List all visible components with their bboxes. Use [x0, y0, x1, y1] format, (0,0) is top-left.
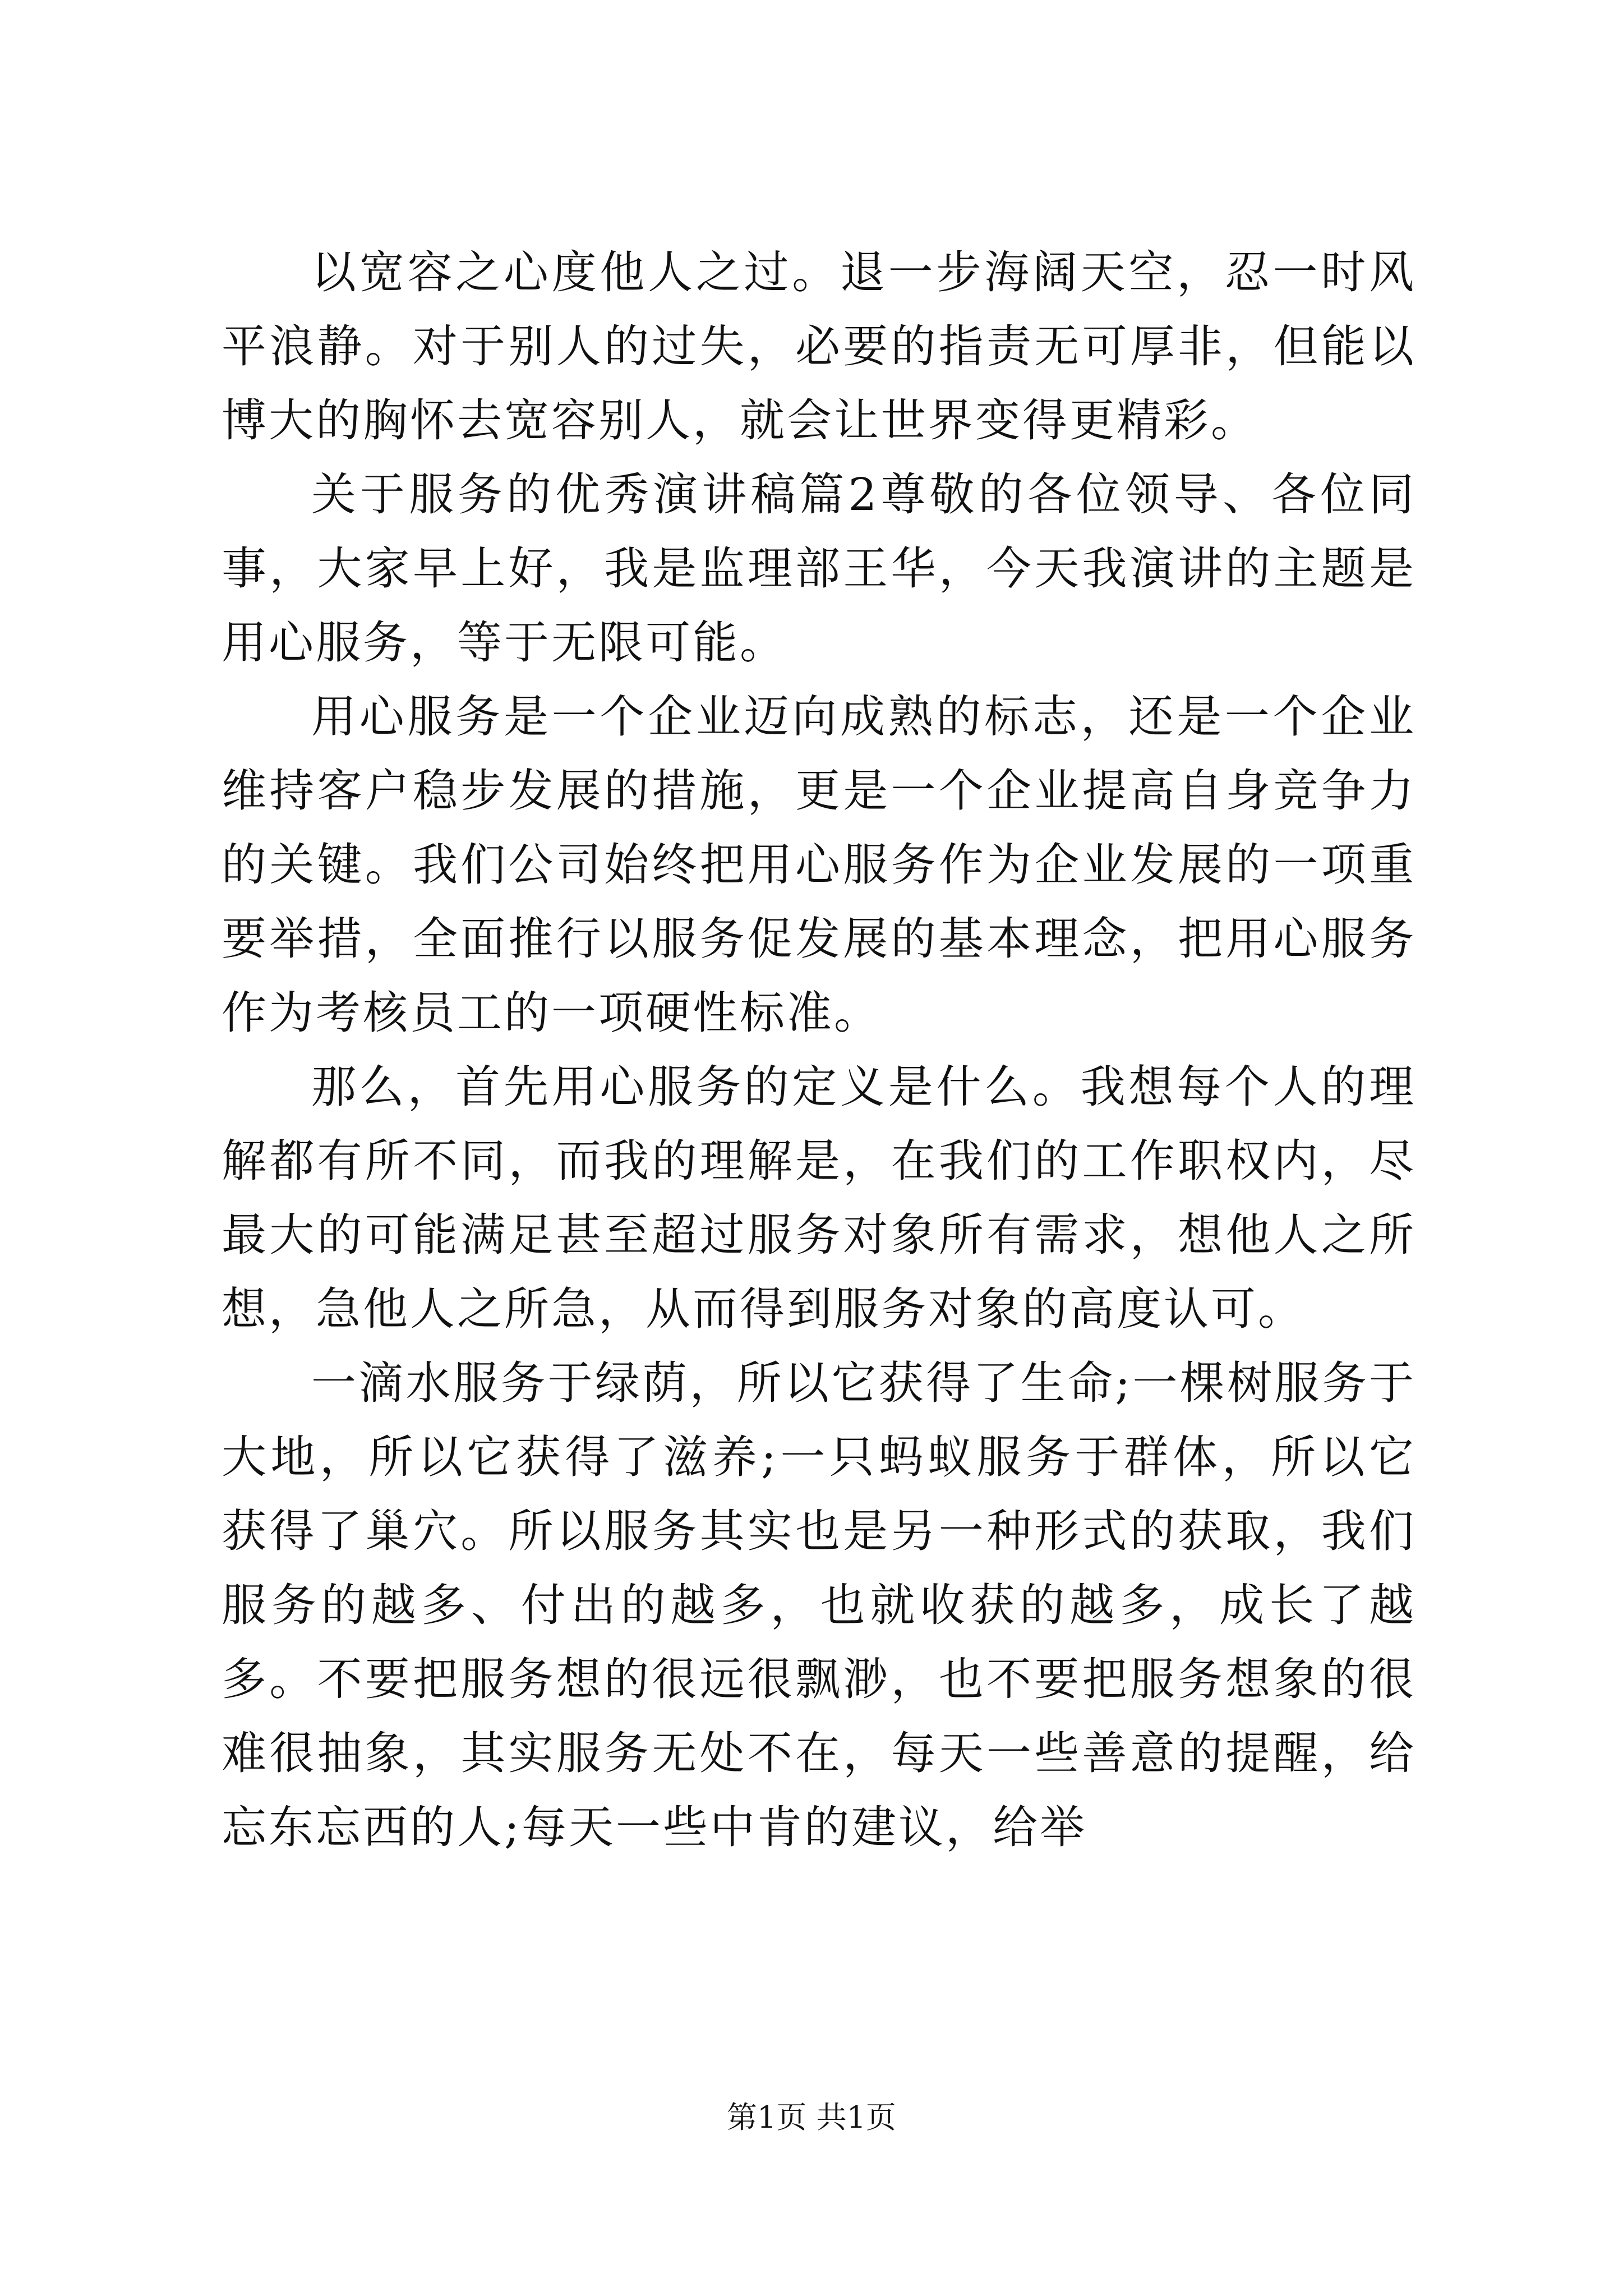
document-body [222, 236, 1416, 1865]
paragraph: 用心服务是一个企业迈向成熟的标志，还是一个企业维持客户稳步发展的措施，更是一个企业提高自身竞争力的关键。我们公司始终把用心服务作为企业发展的一项重要举措，全面推行以服务促发展的基本理念，把用心服务作为考核员工的一项硬性标准。 [222, 691, 1416, 1039]
paragraph: 以宽容之心度他人之过。退一步海阔天空，忍一时风平浪静。对于别人的过失，必要的指责无可厚非，但能以博大的胸怀去宽容别人，就会让世界变得更精彩。 [222, 246, 1416, 447]
paragraph: 一滴水服务于绿荫，所以它获得了生命;一棵树服务于大地，所以它获得了滋养;一只蚂蚁服务于群体，所以它获得了巢穴。所以服务其实也是另一种形式的获取，我们服务的越多、付出的越多，也就收获的越多，成长了越多。不要把服务想的很远很飘渺，也不要把服务想象的很难很抽象，其实服务无处不在，每天一些善意的提醒，给忘东忘西的人;每天一些中肯的建议，给举 [222, 1357, 1416, 1853]
paragraph: 那么，首先用心服务的定义是什么。我想每个人的理解都有所不同，而我的理解是，在我们的工作职权内，尽最大的可能满足甚至超过服务对象所有需求，想他人之所想，急他人之所急，从而得到服务对象的高度认可。 [222, 1061, 1416, 1335]
page-footer: 第1页 共1页 [727, 2100, 896, 2135]
paragraph: 关于服务的优秀演讲稿篇2尊敬的各位领导、各位同事，大家早上好，我是监理部王华，今天我演讲的主题是用心服务，等于无限可能。 [222, 468, 1416, 669]
